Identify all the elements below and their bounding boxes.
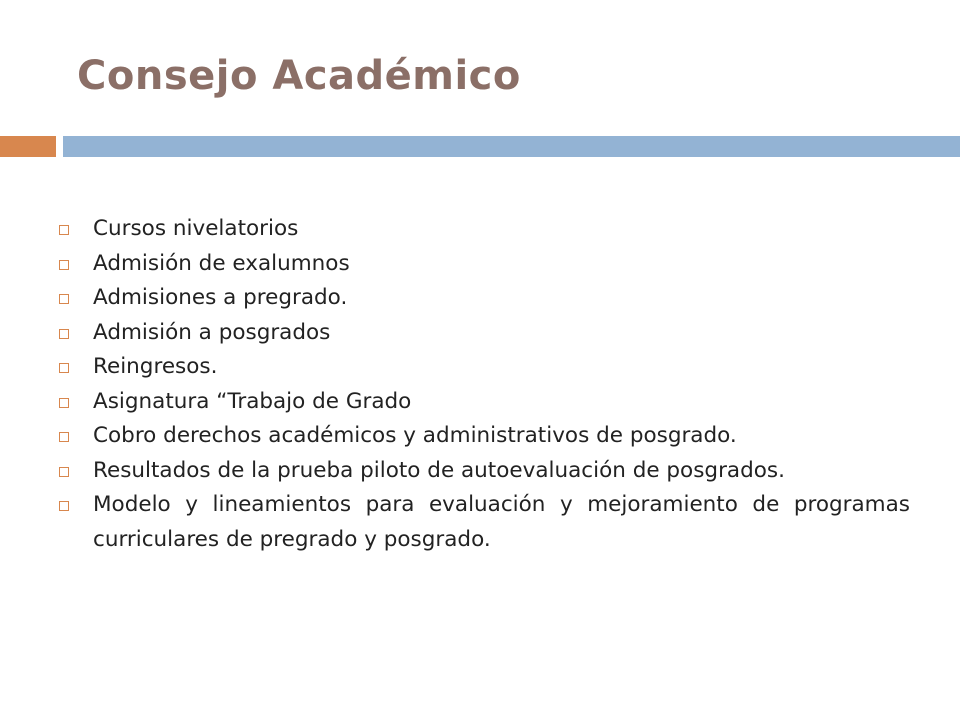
- slide-title: Consejo Académico: [77, 53, 521, 99]
- bullet-text: Admisiones a pregrado.: [93, 285, 348, 310]
- square-bullet-icon: [59, 294, 69, 304]
- bullet-item: [55, 350, 910, 385]
- bullet-text: Admisión a posgrados: [93, 319, 331, 345]
- square-bullet-icon: [59, 329, 69, 339]
- bullet-item: [55, 212, 910, 247]
- bullet-list: [55, 212, 910, 557]
- square-bullet-icon: [59, 398, 69, 408]
- bullet-item: [55, 316, 910, 351]
- bullet-item: [55, 385, 910, 420]
- accent-bar: [0, 136, 56, 157]
- square-bullet-icon: [59, 501, 69, 511]
- square-bullet-icon: [59, 225, 69, 235]
- bullet-text: Cobro derechos académicos y administrativos de posgrado.: [93, 423, 737, 448]
- square-bullet-icon: [59, 467, 69, 477]
- square-bullet-icon: [59, 260, 69, 270]
- title-underline-bar: [63, 136, 960, 157]
- bullet-item: [55, 454, 910, 489]
- bullet-text: Admisión de exalumnos: [93, 250, 350, 276]
- bullet-text: Cursos nivelatorios: [93, 216, 299, 241]
- bullet-text: Modelo y lineamientos para evaluación y mejoramiento de programas curriculares de pregrado y posgrado.: [93, 492, 910, 552]
- bullet-text: Resultados de la prueba piloto de autoevaluación de posgrados.: [93, 457, 785, 483]
- bullet-item: [55, 281, 910, 316]
- square-bullet-icon: [59, 363, 69, 373]
- bullet-item: [55, 247, 910, 282]
- bullet-text: Reingresos.: [93, 354, 218, 379]
- bullet-item: [55, 419, 910, 454]
- bullet-item: [55, 488, 910, 557]
- bullet-text: Asignatura “Trabajo de Grado: [93, 388, 412, 414]
- square-bullet-icon: [59, 432, 69, 442]
